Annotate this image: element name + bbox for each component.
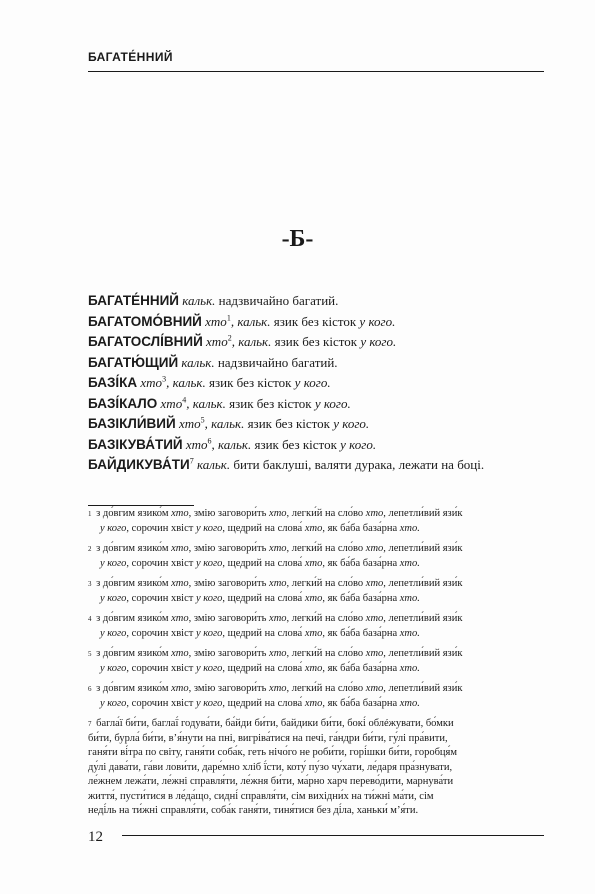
section-letter: -Б- — [281, 226, 314, 252]
usage-mark: , кальк. — [230, 313, 271, 329]
definition-tail: у кого. — [360, 334, 397, 349]
object-mark: хто — [160, 395, 183, 411]
footnote-number: 3 — [88, 580, 92, 588]
usage-mark: , кальк. — [231, 334, 272, 349]
object-mark: хто — [206, 334, 228, 349]
definition: язик без кісток — [225, 395, 315, 411]
entry — [88, 435, 558, 456]
usage-mark: , кальк. — [204, 416, 245, 431]
footnote: $^1$ з до́вгим язико́м хто, змію заговори́ть хто, легки́й на сло́во хто, лепетли́вий язи́к у кого, сорочин хвіст у кого, щедрий на слова́ хто, як ба́ба база́рна хто. — [88, 508, 463, 534]
footnotes — [88, 507, 548, 825]
definition: язик без кісток — [251, 436, 341, 452]
headword: БАЙДИКУВА́ТИ — [88, 457, 190, 472]
headword: БАЗІКУВА́ТИЙ — [88, 436, 183, 452]
entries-list — [88, 291, 558, 476]
usage-mark: кальк. — [181, 354, 215, 370]
object-mark: хто — [178, 416, 201, 431]
footnote-number: 4 — [88, 615, 92, 623]
entry — [88, 291, 558, 312]
usage-mark: , кальк. — [166, 375, 206, 390]
entry — [88, 332, 558, 353]
entry — [88, 414, 558, 435]
footnote-ref[interactable]: 5 — [200, 415, 205, 425]
footnote: $^5$ з до́вгим язико́м хто, змію заговори́ть хто, легки́й на сло́во хто, лепетли́вий язи́к у кого, сорочин хвіст у кого, щедрий на слова́ хто, як ба́ба база́рна хто. — [88, 648, 463, 674]
definition-tail: у кого. — [359, 313, 396, 329]
entry — [88, 394, 558, 415]
headword: БАЗІКЛИ́ВИЙ — [88, 416, 176, 431]
headword: БАЗІ́КА — [88, 375, 138, 390]
footnote-ref[interactable]: 2 — [227, 333, 232, 343]
definition-tail: у кого. — [340, 436, 377, 452]
headword: БАЗІ́КАЛО — [88, 395, 158, 411]
footnote-ref[interactable]: 7 — [189, 456, 194, 466]
headword: БАГАТЮ́ЩИЙ — [88, 354, 179, 370]
footnote-rule — [88, 505, 194, 506]
definition: надзвичайно багатий. — [214, 354, 338, 370]
footnote-number: 2 — [88, 545, 92, 553]
definition-tail: у кого. — [294, 375, 331, 390]
entry — [88, 373, 558, 394]
definition: язик без кісток — [270, 313, 360, 329]
object-mark: хто — [205, 313, 227, 329]
definition: бити баклуші, валяти дурака, лежати на боці. — [230, 457, 485, 472]
definition: язик без кісток — [271, 334, 361, 349]
running-head: БАГАТЕ́ННИЙ — [88, 50, 173, 64]
object-mark: хто — [140, 375, 163, 390]
definition-tail: у кого. — [314, 395, 351, 411]
definition: язик без кісток — [244, 416, 334, 431]
footnote: $^7$ багла́ї би́ти, баглаї́ годува́ти, ба́йди би́ти, байдики би́ти, бокі́ облéжувати, бо́мки би́ти, бурла́ би́ти, в’я́нути на пні, вигріва́тися на печі, га́ндри би́ти, гу́лі пра́вити, ганя́ти ві́тра по світу, ганя́ти соба́к, геть нічо́го не роби́ти, горі́шки би́ти, горобця́м ду́лі дава́ти, га́ви лови́ти, даре́мно хліб ї́сти, коту́ пу́зо чу́хати, ле́даря пра́знувати, ле́жнем лежа́ти, ле́жні справля́ти, ле́жня би́ти, ма́рно харч перево́дити, марнува́ти життя́, пусти́тися в ле́да́що, сидні́ справля́ти, сім вихідни́х на ти́жні ма́ти, сім неді́ль на ти́жні справля́ти, соба́к ганя́ти, тиня́тися без ді́ла, ханьки́ м’я́ти. — [88, 718, 458, 816]
entry — [88, 353, 558, 374]
footnote-ref[interactable]: 1 — [226, 313, 231, 323]
usage-mark: , кальк. — [211, 436, 252, 452]
footnote-number: 6 — [88, 685, 92, 693]
footer-rule — [122, 835, 544, 836]
footnote: $^3$ з до́вгим язико́м хто, змію заговори́ть хто, легки́й на сло́во хто, лепетли́вий язи́к у кого, сорочин хвіст у кого, щедрий на слова́ хто, як ба́ба база́рна хто. — [88, 578, 463, 604]
object-mark: хто — [185, 436, 208, 452]
footnote-ref[interactable]: 6 — [207, 436, 212, 446]
footnote-ref[interactable]: 4 — [182, 395, 187, 405]
headword: БАГАТОСЛІ́ВНИЙ — [88, 334, 203, 349]
footnote-ref[interactable]: 3 — [162, 374, 167, 384]
footnote: $^4$ з до́вгим язико́м хто, змію заговори́ть хто, легки́й на сло́во хто, лепетли́вий язи́к у кого, сорочин хвіст у кого, щедрий на слова́ хто, як ба́ба база́рна хто. — [88, 613, 463, 639]
definition: надзвичайно багатий. — [215, 293, 339, 308]
headword: БАГАТЕ́ННИЙ — [88, 293, 179, 308]
entry — [88, 312, 558, 333]
definition: язик без кісток — [205, 375, 295, 390]
footnote: $^2$ з до́вгим язико́м хто, змію заговори́ть хто, легки́й на сло́во хто, лепетли́вий язи́к у кого, сорочин хвіст у кого, щедрий на слова́ хто, як ба́ба база́рна хто. — [88, 543, 463, 569]
headword: БАГАТОМО́ВНИЙ — [88, 313, 202, 329]
footnote-number: 1 — [88, 510, 92, 518]
definition-tail: у кого. — [333, 416, 370, 431]
usage-mark: кальк. — [182, 293, 216, 308]
usage-mark: , кальк. — [186, 395, 226, 411]
footnote: $^6$ з до́вгим язико́м хто, змію заговори́ть хто, легки́й на сло́во хто, лепетли́вий язи́к у кого, сорочин хвіст у кого, щедрий на слова́ хто, як ба́ба база́рна хто. — [88, 683, 463, 709]
usage-mark: кальк. — [196, 457, 231, 472]
footnote-number: 7 — [88, 720, 92, 728]
footnote-number: 5 — [88, 650, 92, 658]
header-rule — [88, 71, 544, 72]
page-number: 12 — [88, 829, 103, 845]
entry — [88, 455, 558, 476]
